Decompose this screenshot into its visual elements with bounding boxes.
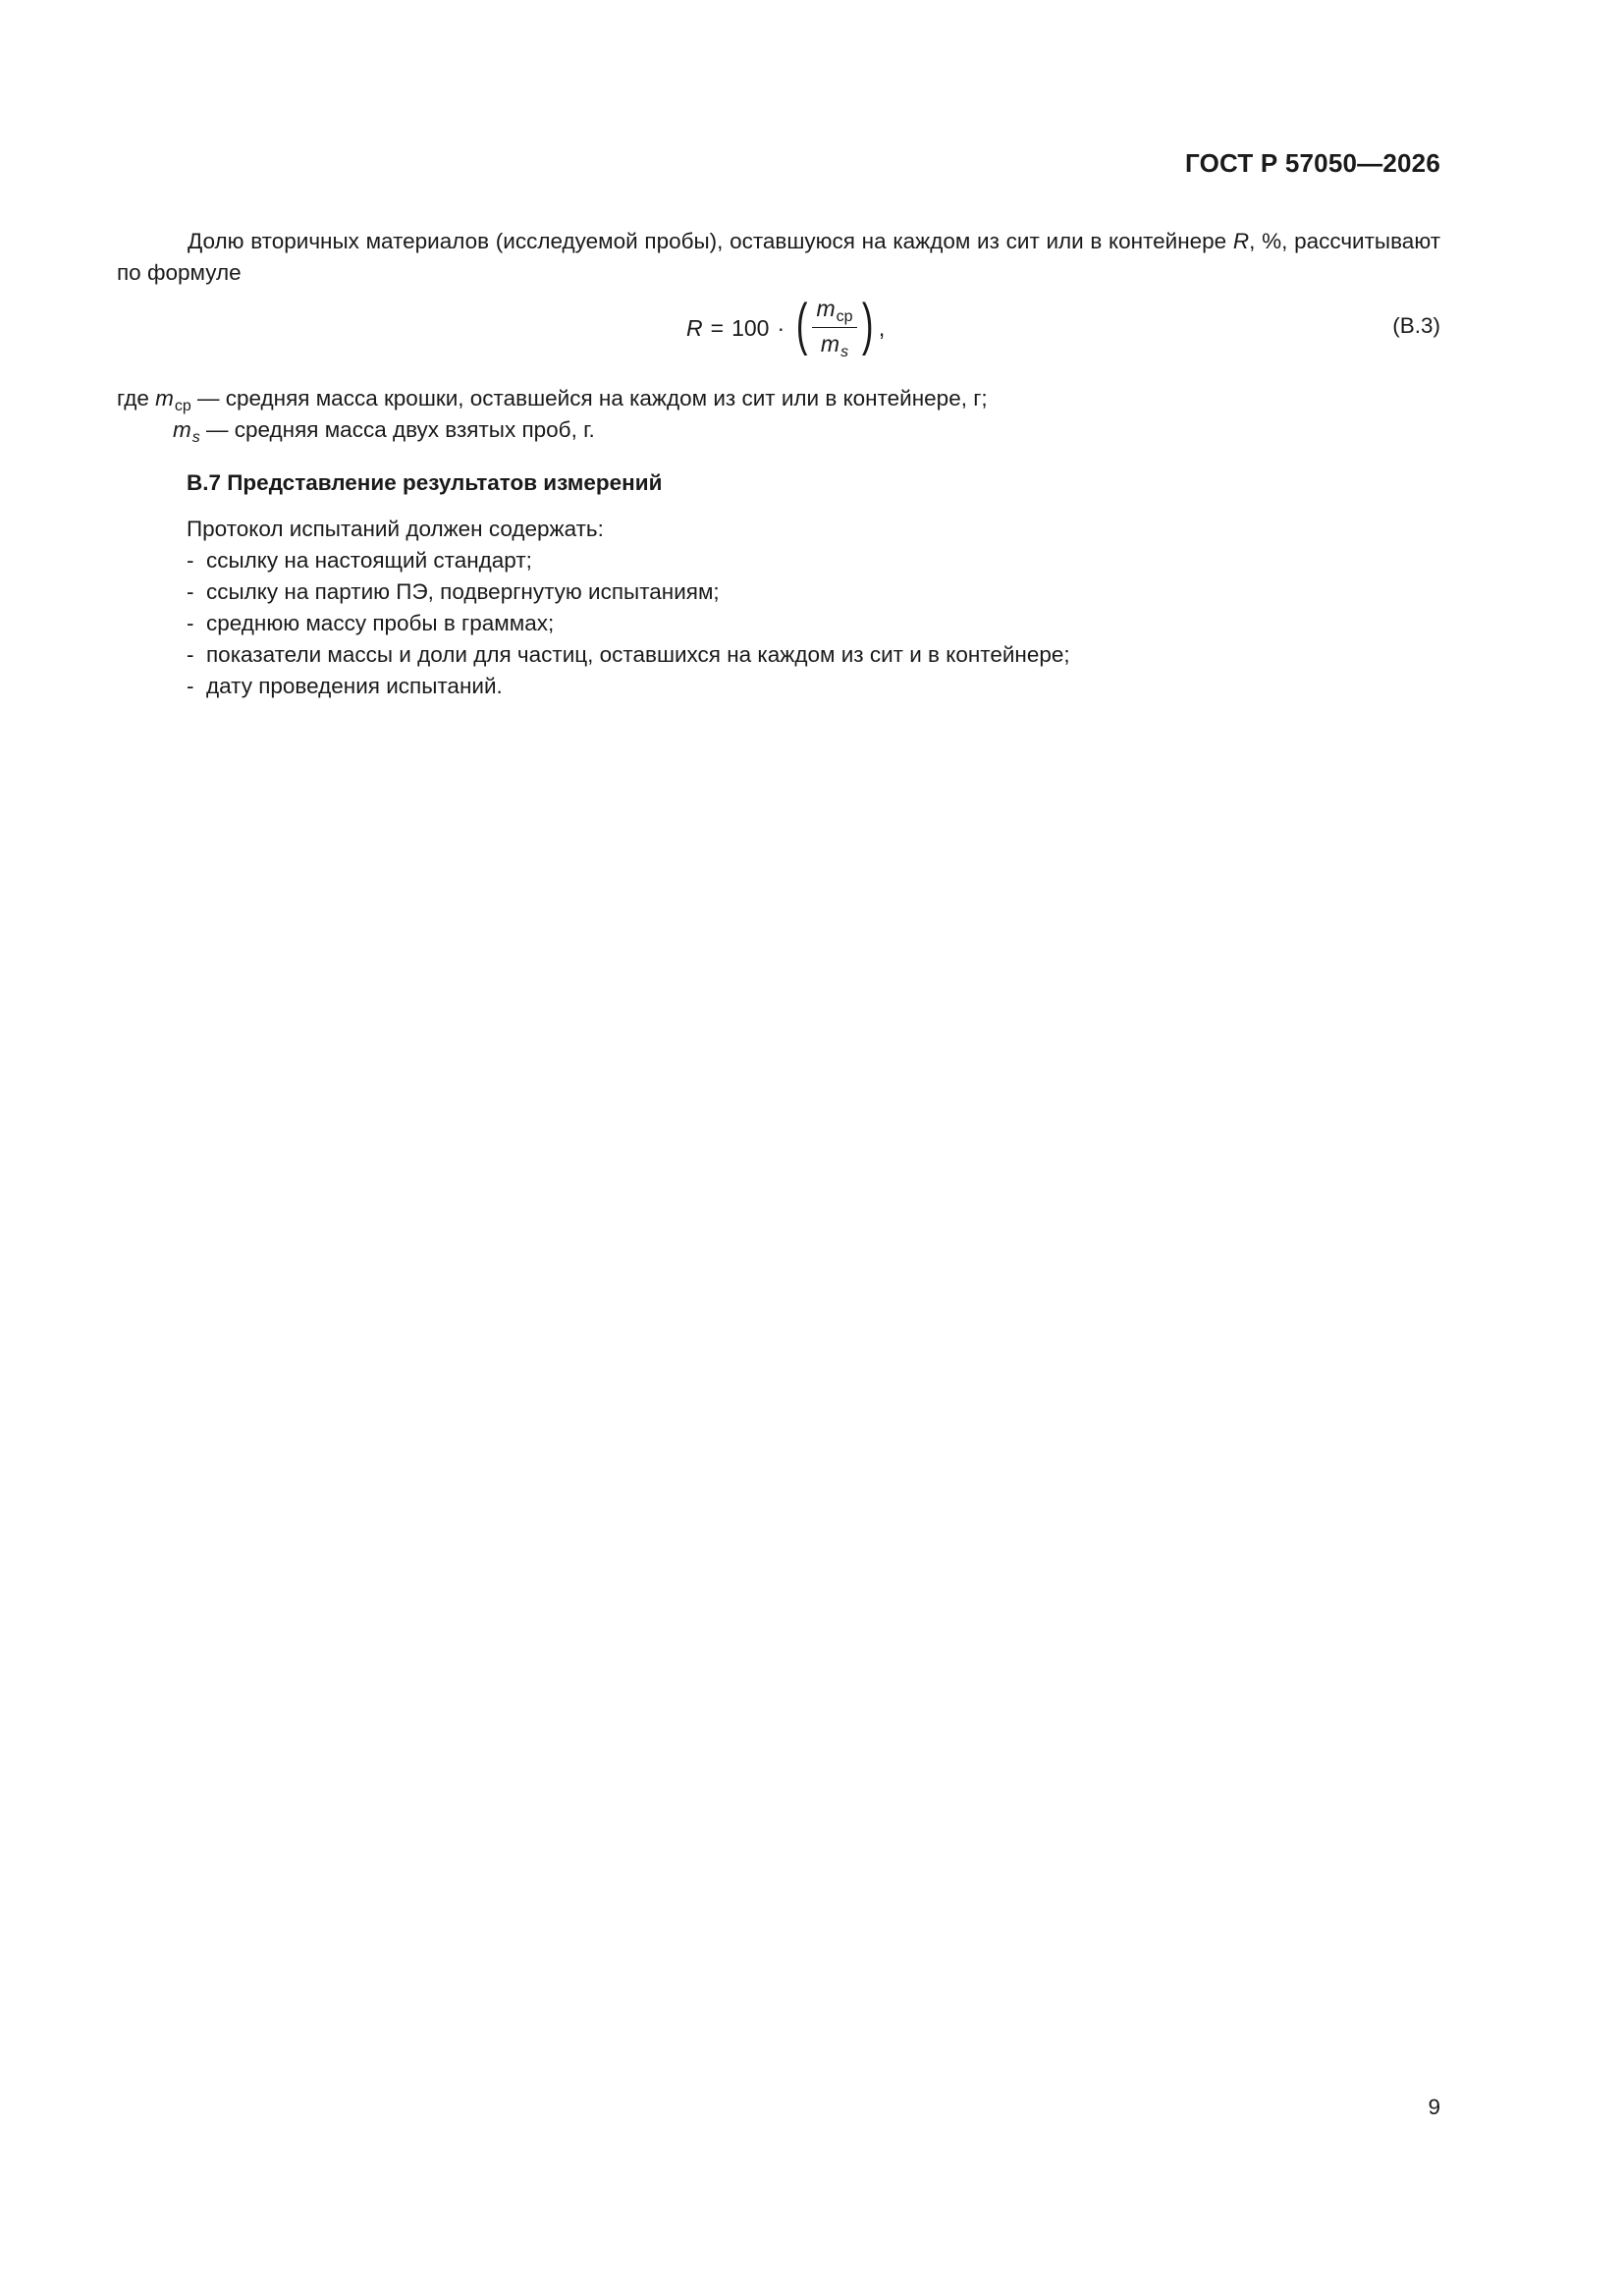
list-bullet: - <box>187 674 194 698</box>
list-item <box>187 608 1365 639</box>
where-term1-sub: ср <box>174 398 191 414</box>
where-line-2 <box>117 414 1440 446</box>
where-term1-var: m <box>155 386 174 410</box>
formula-right-paren: ) <box>861 293 873 356</box>
list-item <box>187 576 1365 608</box>
denominator-var: m <box>820 331 840 356</box>
formula-lhs: R <box>686 315 703 341</box>
intro-text <box>117 226 1440 289</box>
section-heading: В.7 Представление результатов измерений <box>187 470 663 495</box>
numerator-sub: ср <box>836 308 853 325</box>
list-item <box>187 639 1365 671</box>
page-number: 9 <box>1428 2095 1440 2119</box>
list-item <box>187 545 1365 576</box>
list-bullet: - <box>187 579 194 604</box>
list-item-text: ссылку на настоящий стандарт; <box>206 548 532 573</box>
formula-number: (В.3) <box>1392 313 1440 338</box>
list-bullet: - <box>187 611 194 635</box>
formula-left-paren: ( <box>795 293 808 356</box>
formula-trailing-comma: , <box>878 315 886 341</box>
list-bullet: - <box>187 642 194 667</box>
document-id-header: ГОСТ Р 57050—2026 <box>1185 148 1440 178</box>
intro-var-r: R <box>1232 229 1250 253</box>
intro-text-part1: Долю вторичных материалов (исследуемой пробы), оставшуюся на каждом из сит или в контейнере <box>188 229 1233 253</box>
intro-text-part2: , %, рассчитывают по формуле <box>117 229 1441 285</box>
where-line-1 <box>117 383 1440 414</box>
where-term2-sub: s <box>191 429 200 446</box>
list-item-text: среднюю массу пробы в граммах; <box>206 611 555 635</box>
where-block <box>117 383 1440 446</box>
formula-row <box>117 293 1440 363</box>
where-term2-def: — средняя масса двух взятых проб, г. <box>199 417 595 442</box>
where-prefix: где <box>117 386 156 410</box>
denominator-sub: s <box>840 344 849 360</box>
list-item-text: показатели массы и доли для частиц, оставшихся на каждом из сит и в контейнере; <box>206 642 1070 667</box>
protocol-block <box>187 514 1365 702</box>
formula-b3 <box>686 293 885 363</box>
list-item-text: ссылку на партию ПЭ, подвергнутую испытаниям; <box>206 579 720 604</box>
formula-coefficient: 100 <box>731 315 770 341</box>
intro-paragraph <box>117 226 1440 289</box>
formula-equals: = <box>710 315 725 341</box>
formula-numerator <box>812 295 856 328</box>
list-item-text: дату проведения испытаний. <box>206 674 503 698</box>
where-term1-def: — средняя масса крошки, оставшейся на каждом из сит или в контейнере, г; <box>190 386 988 410</box>
protocol-list <box>187 545 1365 702</box>
list-bullet: - <box>187 548 194 573</box>
formula-dot: · <box>777 315 785 341</box>
protocol-intro: Протокол испытаний должен содержать: <box>187 517 604 541</box>
formula-denominator <box>817 328 852 361</box>
where-term2-var: m <box>173 417 191 442</box>
list-item <box>187 671 1365 702</box>
numerator-var: m <box>816 296 836 321</box>
formula-fraction <box>812 295 856 361</box>
